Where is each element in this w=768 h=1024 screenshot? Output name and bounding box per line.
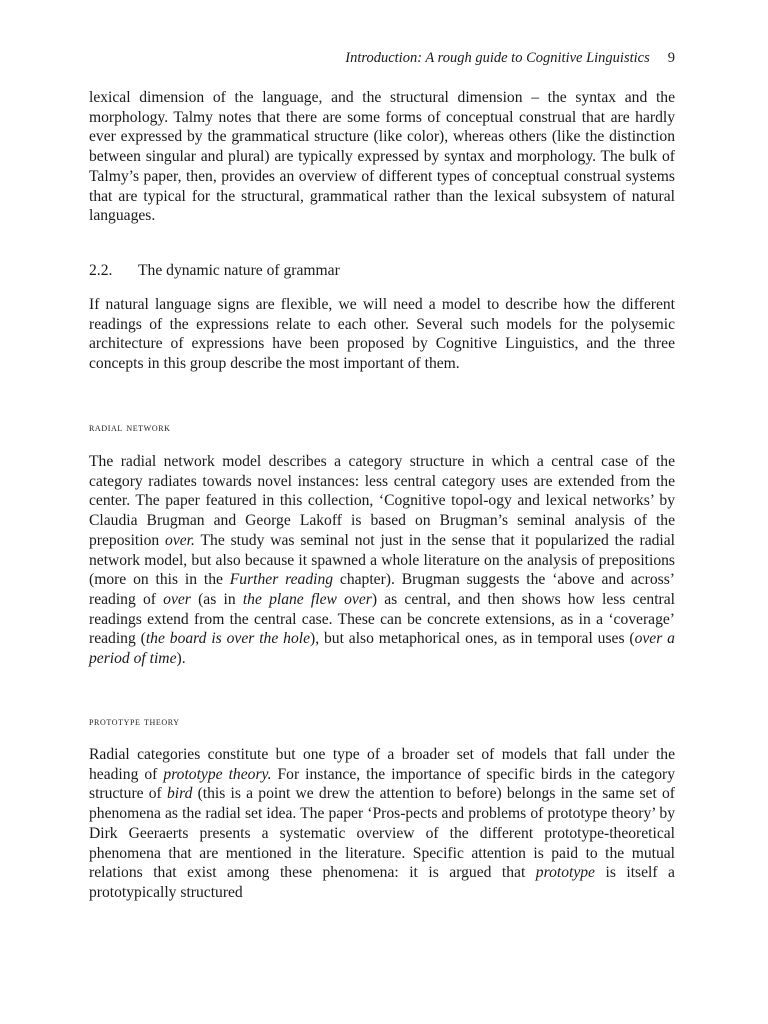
text-run: For instance, the importance of specific birds in the category structure of	[89, 765, 675, 803]
italic-run: prototype theory.	[163, 765, 272, 783]
text-run: ) as central, and then shows how less central readings extend from the central case. These can be concrete extensions, as in a ‘coverage’ reading (	[89, 590, 676, 648]
paragraph-prototype-theory	[89, 745, 675, 903]
subheading-radial-network: radial network	[89, 421, 171, 434]
italic-run: prototype	[535, 864, 595, 882]
italic-run: over.	[165, 531, 195, 549]
text-run: (as in	[190, 590, 243, 608]
text-run: ).	[176, 650, 186, 668]
text-run: ), but also metaphorical ones, as in temporal uses (	[310, 630, 635, 648]
section-number: 2.2.	[89, 262, 113, 279]
italic-run: bird	[166, 785, 193, 803]
paragraph-flexible-signs: If natural language signs are flexible, we will need a model to describe how the different readings of the expressions relate to each other. Several such models for the polysemic architecture of expressions have been proposed by Cognitive Linguistics, and the three concepts in this group describe the most important of them.	[89, 296, 675, 373]
text-run: The radial network model describes a category structure in which a central case of the category radiates towards novel instances: less central category uses are extended from the center. The paper featured in this collection, ‘Cognitive topol-ogy and lexical networks’ by Claudia Brugman and George Lakoff is based on Brugman’s seminal analysis of the preposition	[89, 453, 675, 549]
text-run: Radial categories constitute but one type of a broader set of models that fall under the heading of	[89, 746, 675, 783]
paragraph-radial-network	[89, 452, 675, 669]
italic-run: Further reading	[229, 571, 334, 589]
italic-run: the plane flew over	[242, 590, 372, 608]
running-header-title: Introduction: A rough guide to Cognitive Linguistics	[345, 50, 650, 66]
italic-run: the board is over the hole	[145, 630, 311, 648]
subheading-prototype-theory: prototype theory	[89, 715, 180, 728]
text-run: (this is a point we drew the attention to before) belongs in the same set of phenomena as the radial set idea. The paper ‘Pros-pects and problems of prototype theory’ by Dirk Geeraerts presents a systematic overview of the different prototype-theoretical phenomena that are mentioned in the literature. Specific attention is paid to the mutual relations that exist among these phenomena: it is argued that	[89, 785, 675, 882]
text-run: chapter). Brugman suggests the ‘above and across’ reading of	[89, 571, 675, 608]
section-heading	[89, 261, 340, 281]
section-title: The dynamic nature of grammar	[138, 262, 340, 279]
text-run: is itself a prototypically structured	[89, 864, 675, 901]
paragraph-talmy: lexical dimension of the language, and the structural dimension – the syntax and the morphology. Talmy notes that there are some forms of conceptual construal that are hardly ever expressed by the grammatical structure (like color), whereas others (like the distinction between singular and plural) are typically expressed by syntax and morphology. The bulk of Talmy’s paper, then, provides an overview of different types of conceptual construal systems that are typical for the structural, grammatical rather than the lexical subsystem of natural languages.	[89, 89, 675, 225]
italic-run: over	[163, 590, 191, 608]
running-header	[345, 50, 675, 67]
italic-run: over a period of time	[89, 630, 675, 668]
text-run: The study was seminal not just in the sense that it popularized the radial network model, but also because it spawned a whole literature on the analysis of prepositions (more on this in the	[89, 531, 675, 589]
page-number: 9	[667, 50, 675, 66]
